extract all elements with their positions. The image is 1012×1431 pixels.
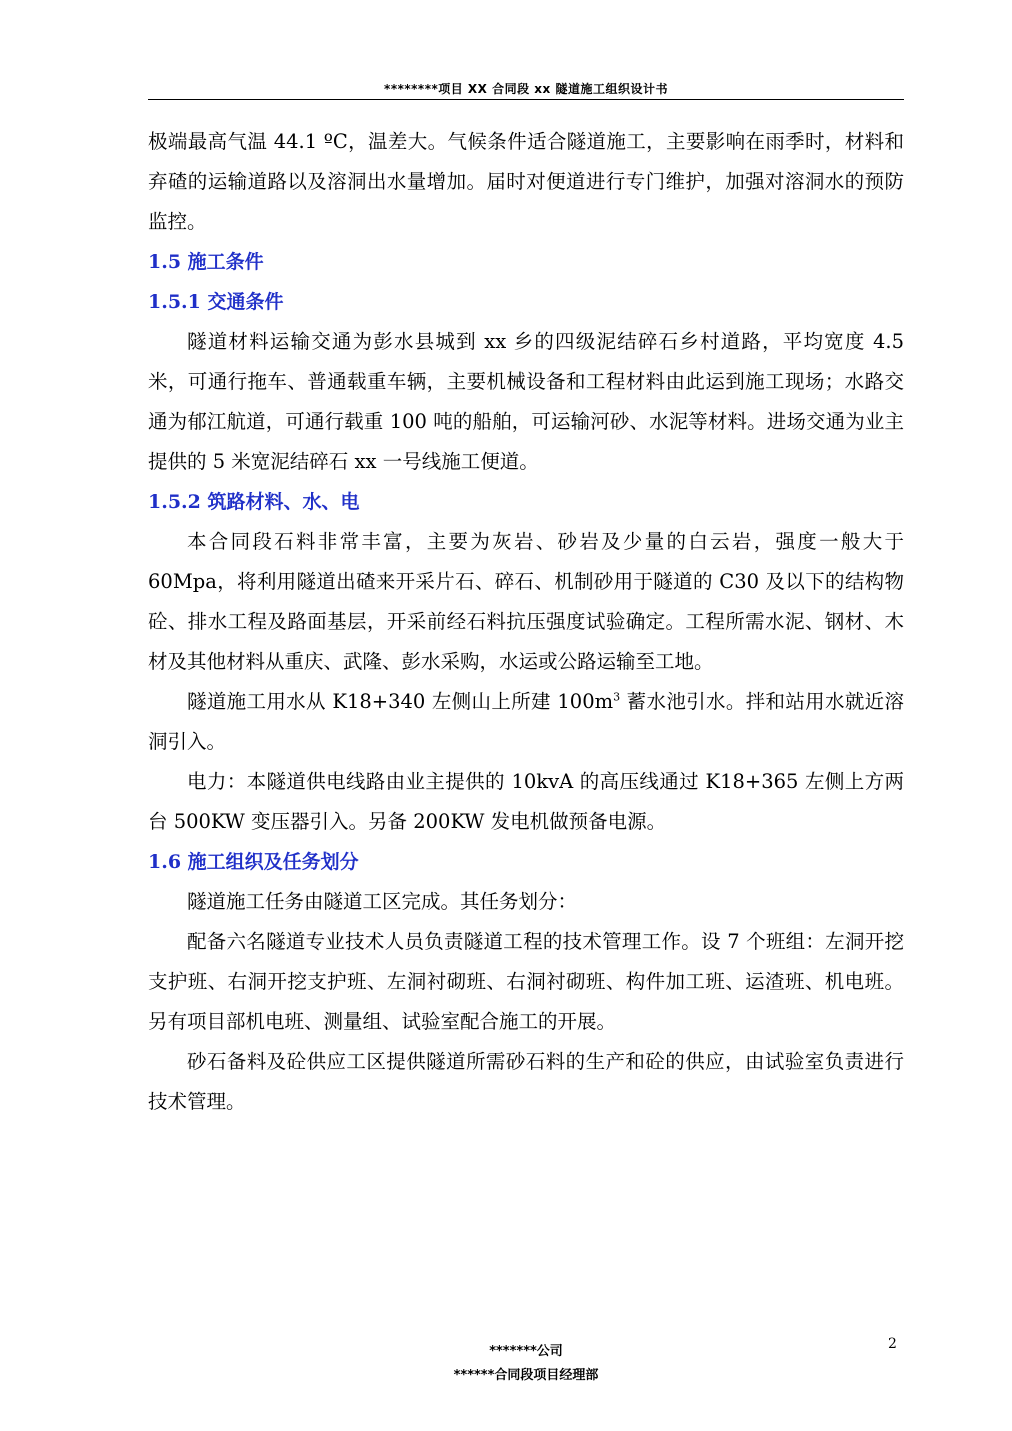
paragraph-water-supply [148,682,904,762]
heading-organization-tasks: 1.6 施工组织及任务划分 [148,851,359,873]
footer-department: ******合同段项目经理部 [453,1368,599,1383]
paragraph-climate: 极端最高气温 44.1 ºC，温差大。气候条件适合隧道施工，主要影响在雨季时，材料和弃碴的运输道路以及溶洞出水量增加。届时对便道进行专门维护，加强对溶洞水的预防监控。 [148,130,904,233]
header-divider [148,99,904,100]
water-supply-text-b: 蓄水池引水。拌和站用水就近溶洞引入。 [148,690,904,753]
paragraph-traffic: 隧道材料运输交通为彭水县城到 xx 乡的四级泥结碎石乡村道路，平均宽度 4.5 米，可通行拖车、普通载重车辆，主要机械设备和工程材料由此运到施工现场；水路交通为郁江航道，可通行载重 100 吨的船舶，可运输河砂、水泥等材料。进场交通为业主提供的 5 米宽泥结碎石 xx 一号线施工便道。 [148,330,904,473]
water-supply-text-a: 隧道施工用水从 K18+340 左侧山上所建 100m [187,690,614,713]
page-header-title: ********项目 XX 合同段 xx 隧道施工组织设计书 [384,82,668,96]
heading-construction-conditions: 1.5 施工条件 [148,251,264,273]
page-number: 2 [888,1336,897,1352]
paragraph-teams: 配备六名隧道专业技术人员负责隧道工程的技术管理工作。设 7 个班组：左洞开挖支护班、右洞开挖支护班、左洞衬砌班、右洞衬砌班、构件加工班、运渣班、机电班。另有项目部机电班、测量组、试验室配合施工的开展。 [148,930,904,1033]
footer-company: *******公司 [489,1344,563,1359]
paragraph-supply: 砂石备料及砼供应工区提供隧道所需砂石料的生产和砼的供应，由试验室负责进行技术管理。 [148,1050,904,1113]
document-body [148,122,904,1122]
heading-traffic-conditions: 1.5.1 交通条件 [148,291,284,313]
heading-materials-water-power: 1.5.2 筑路材料、水、电 [148,491,360,513]
superscript-cubic: 3 [613,690,621,704]
paragraph-power: 电力：本隧道供电线路由业主提供的 10kvA 的高压线通过 K18+365 左侧上方两台 500KW 变压器引入。另备 200KW 发电机做预备电源。 [148,770,904,833]
paragraph-materials: 本合同段石料非常丰富，主要为灰岩、砂岩及少量的白云岩，强度一般大于 60Mpa，将利用隧道出碴来开采片石、碎石、机制砂用于隧道的 C30 及以下的结构物砼、排水工程及路面基层，开采前经石料抗压强度试验确定。工程所需水泥、钢材、木材及其他材料从重庆、武隆、彭水采购，水运或公路运输至工地。 [148,530,904,673]
paragraph-task-intro: 隧道施工任务由隧道工区完成。其任务划分： [187,890,578,913]
